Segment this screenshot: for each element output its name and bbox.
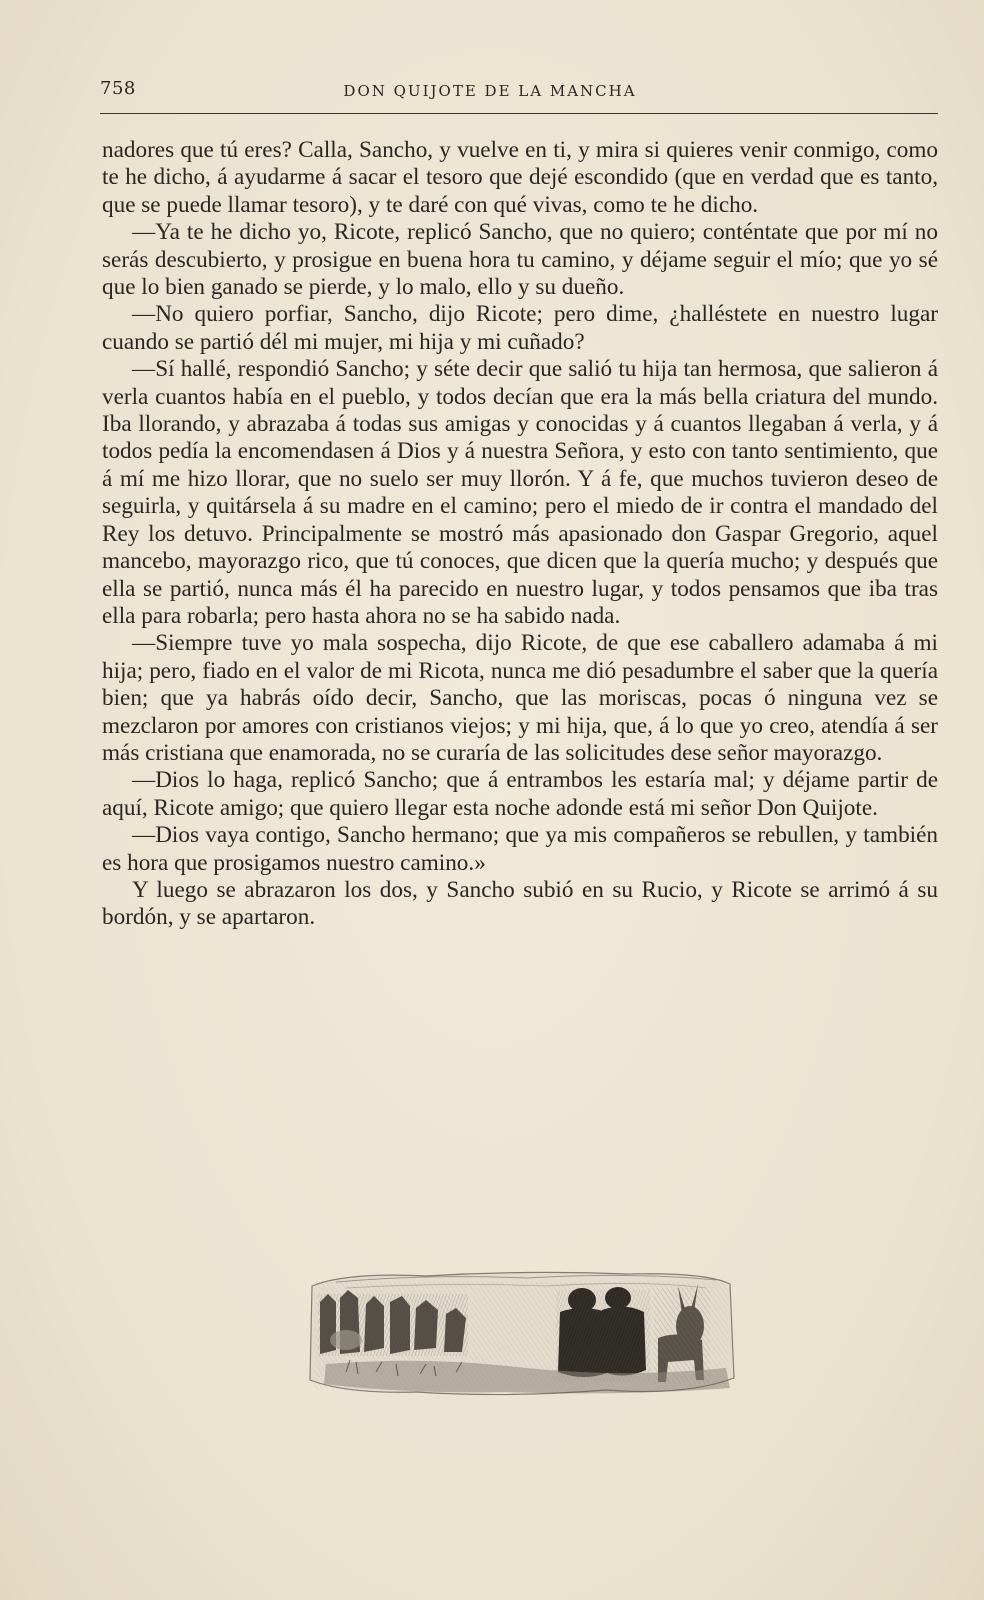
paragraph: —Siempre tuve yo mala sospecha, dijo Ricote, de que ese caballero adamaba á mi hija; pero, fiado en el valor de mi Ricota, nunca me dió pesadumbre el saber que la quería bien; que ya habrás oído decir, Sancho, que las moriscas, pocas ó ninguna vez se mezclaron por amores con cristianos viejos; y mi hija, que, á lo que yo creo, atendía á ser más cristiana que enamorada, no se curaría de las solicitudes dese señor mayorazgo. [102,630,938,766]
body-text [102,137,938,932]
paragraph: nadores que tú eres? Calla, Sancho, y vuelve en ti, y mira si quieres venir conmigo, como te he dicho, á ayudarme á sacar el tesoro que dejé escondido (que en verdad que es tanto, que se puede llamar tesoro), y te daré con qué vivas, como te he dicho. [102,137,938,218]
header-rule [100,113,938,114]
page-number: 758 [100,78,136,99]
engraving-illustration [306,1268,738,1402]
paragraph: —Dios lo haga, replicó Sancho; que á entrambos les estaría mal; y déjame partir de aquí, Ricote amigo; que quiero llegar esta noche adonde está mi señor Don Quijote. [102,767,938,821]
paragraph: —Ya te he dicho yo, Ricote, replicó Sancho, que no quiero; conténtate que por mí no serás descubierto, y prosigue en buena hora tu camino, y déjame seguir el mío; que yo sé que lo bien ganado se pierde, y lo malo, ello y su dueño. [102,219,938,301]
page-header [100,78,938,108]
paragraph: —Dios vaya contigo, Sancho hermano; que ya mis compañeros se rebullen, y también es hora que prosigamos nuestro camino.» [102,822,938,876]
paragraph: Y luego se abrazaron los dos, y Sancho subió en su Rucio, y Ricote se arrimó á su bordón, y se apartaron. [102,876,938,931]
paragraph: —Sí hallé, respondió Sancho; y séte decir que salió tu hija tan hermosa, que salieron á verla cuantos había en el pueblo, y todos decían que era la más bella criatura del mundo. Iba llorando, y abrazaba á todas sus amigas y conocidas y á cuantos llegaban á verla, y á todos pedía la encomendasen á Dios y á nuestra Señora, y esto con tanto sentimiento, que á mí me hizo llorar, que no suelo ser muy llorón. Y á fe, que muchos tuvieron deseo de seguirla, y quitársela á su madre en el camino; pero el miedo de ir contra el mandado del Rey los detuvo. Principalmente se mostró más apasionado don Gaspar Gregorio, aquel mancebo, mayorazgo rico, que tú conoces, que dicen que la quería mucho; y después que ella se partió, nunca más él ha parecido en nuestro lugar, y todos pensamos que iba tras ella para robarla; pero hasta ahora no se ha sabido nada. [102,356,938,629]
running-title: DON QUIJOTE DE LA MANCHA [343,82,637,100]
engraving-image [306,1268,738,1402]
paragraph: —No quiero porfiar, Sancho, dijo Ricote; pero dime, ¿halléstete en nuestro lugar cuando se partió dél mi mujer, mi hija y mi cuñado? [102,301,938,355]
